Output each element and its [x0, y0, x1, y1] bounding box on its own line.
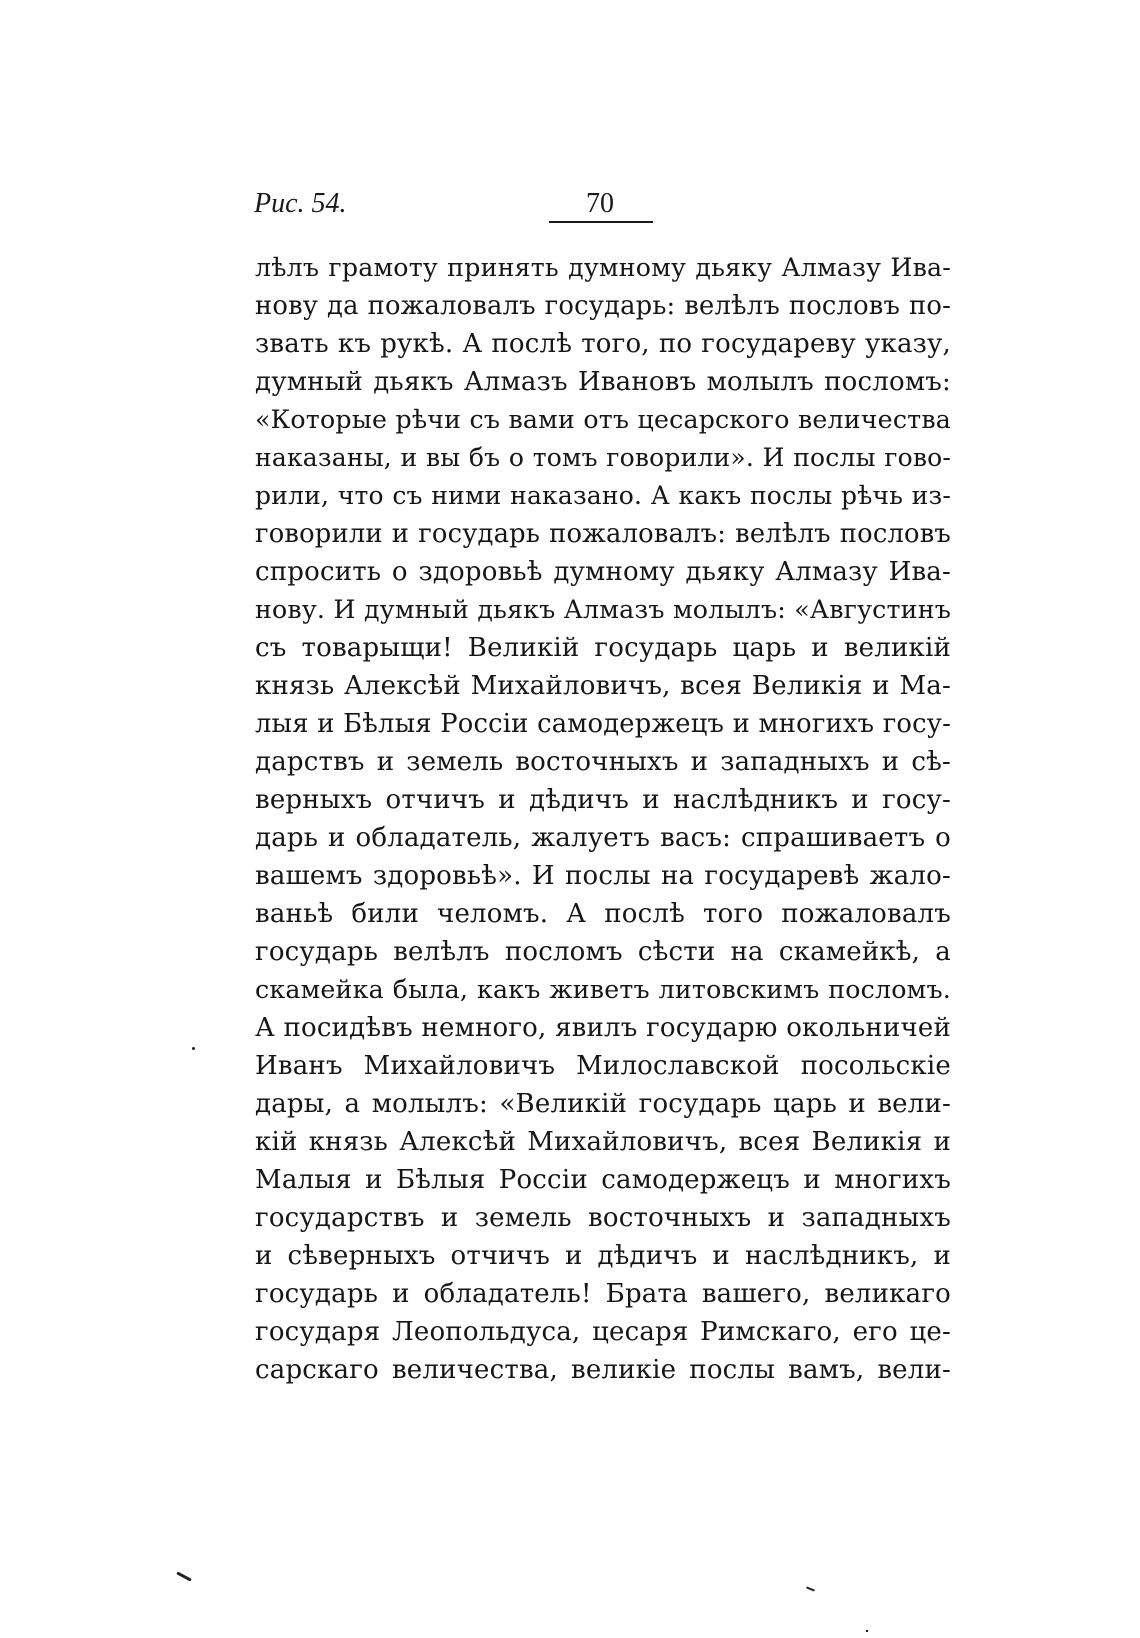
text-line: вашемъ здоровьѣ». И послы на государевѣ жало- [255, 861, 951, 891]
text-line: съ товарыщи! Великій государь царь и великій [255, 633, 951, 663]
print-speck [176, 1571, 192, 1581]
text-line: лыя и Бѣлыя Россіи самодержецъ и многихъ госу- [255, 709, 951, 739]
text-line: государя Леопольдуса, цесаря Римскаго, его це- [255, 1317, 951, 1347]
print-speck [806, 1586, 815, 1591]
text-line: дарствъ и земель восточныхъ и западныхъ и сѣ- [255, 747, 951, 777]
text-line: кій князь Алексѣй Михайловичъ, всея Великія и [255, 1127, 951, 1157]
text-line: спросить о здоровьѣ думному дьяку Алмазу Ива- [255, 557, 951, 587]
text-line: государь и обладатель! Брата вашего, великаго [255, 1279, 951, 1309]
body-text [255, 249, 951, 1389]
text-line: Малыя и Бѣлыя Россіи самодержецъ и многихъ [255, 1165, 951, 1195]
print-speck [866, 1630, 868, 1632]
page-number: 70 [586, 188, 614, 219]
text-line: звать къ рукѣ. А послѣ того, по государеву указу, [255, 329, 951, 359]
text-line: дары, а молылъ: «Великій государь царь и вели- [255, 1089, 951, 1119]
text-line: и сѣверныхъ отчичъ и дѣдичъ и наслѣдникъ, и [255, 1241, 951, 1271]
figure-reference: Рис. 54. [254, 188, 347, 219]
text-line: скамейка была, какъ живетъ литовскимъ посломъ. [255, 975, 951, 1004]
text-line: верныхъ отчичъ и дѣдичъ и наслѣдникъ и госу- [255, 785, 951, 815]
text-line: Иванъ Михайловичъ Милославской посольскіе [255, 1051, 951, 1081]
text-line: ваньѣ били челомъ. А послѣ того пожаловалъ [255, 899, 951, 929]
text-line: «Которые рѣчи съ вами отъ цесарского величества [255, 405, 951, 434]
text-line: говорили и государь пожаловалъ: велѣлъ пословъ [255, 519, 951, 549]
text-line: нову да пожаловалъ государь: велѣлъ пословъ по- [255, 291, 951, 321]
text-line: рили, что съ ними наказано. А какъ послы рѣчь из- [255, 481, 951, 510]
text-line: государь велѣлъ посломъ сѣсти на скамейкѣ, а [255, 937, 951, 967]
page-number-rule [549, 221, 653, 223]
text-line: дарь и обладатель, жалуетъ васъ: спрашиваетъ о [255, 823, 951, 853]
text-line: нову. И думный дьякъ Алмазъ молылъ: «Августинъ [255, 595, 951, 624]
text-line: наказаны, и вы бъ о томъ говорили». И послы гово- [255, 443, 951, 472]
text-line: сарскаго величества, великіе послы вамъ, вели- [255, 1355, 951, 1385]
text-line: государствъ и земель восточныхъ и западныхъ [255, 1203, 951, 1233]
text-line: лѣлъ грамоту принять думному дьяку Алмазу Ива- [255, 253, 951, 282]
text-line: князь Алексѣй Михайловичъ, всея Великія и Ма- [255, 671, 951, 701]
print-speck [192, 1047, 195, 1050]
text-line: думный дьякъ Алмазъ Ивановъ молылъ посломъ: [255, 367, 951, 397]
text-line: А посидѣвъ немного, явилъ государю окольничей [255, 1013, 951, 1043]
